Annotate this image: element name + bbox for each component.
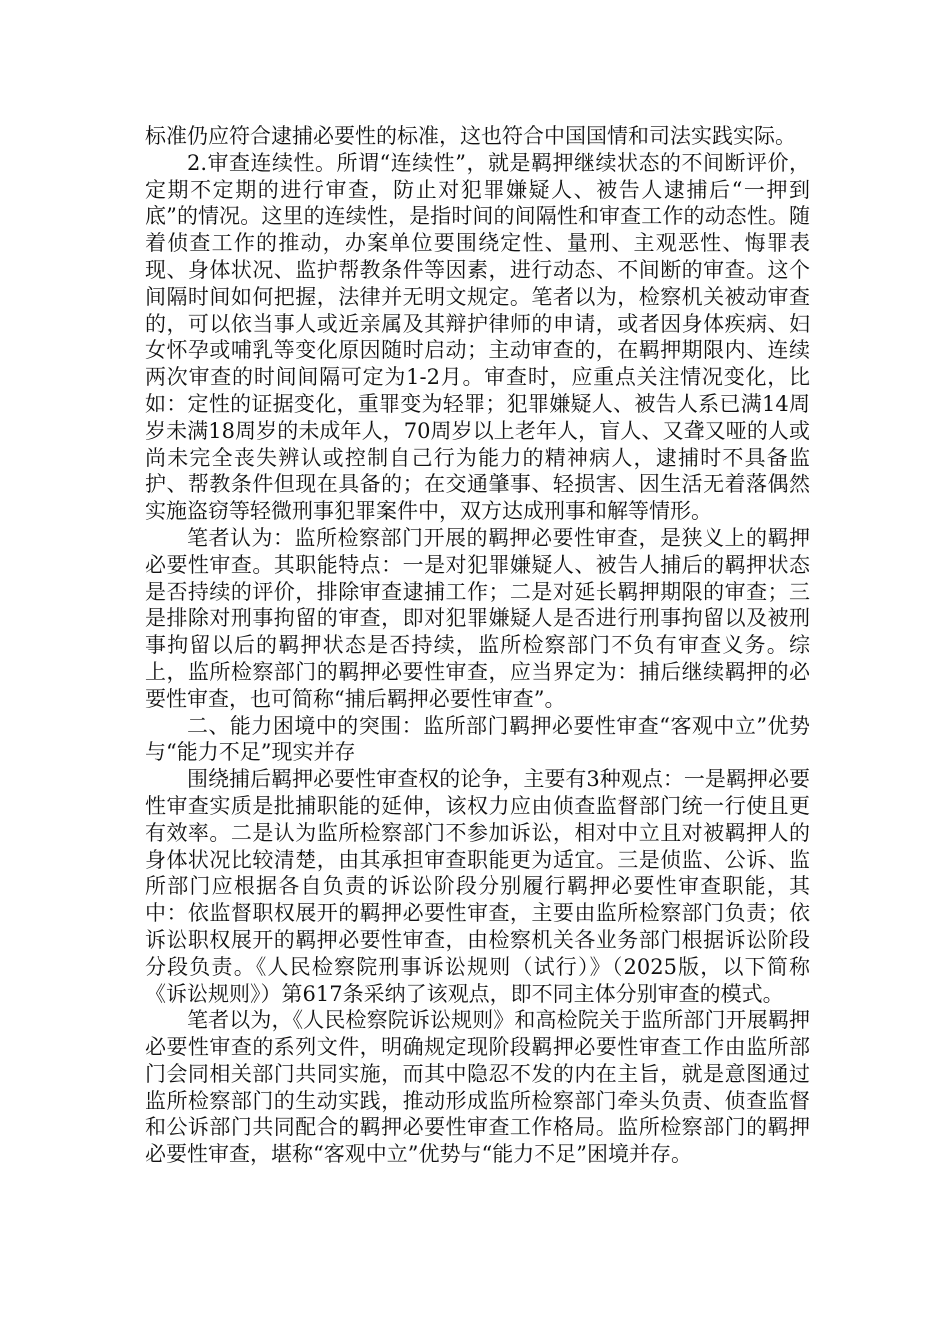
- paragraph-three-views: 围绕捕后羁押必要性审查权的论争，主要有3种观点：一是羁押必要性审查实质是批捕职能的延伸，该权力应由侦查监督部门统一行使且更有效率。二是认为监所检察部门不参加诉讼，相对中立且对被羁押人的身体状况比较清楚，由其承担审查职能更为适宜。三是侦监、公诉、监所部门应根据各自负责的诉讼阶段分别履行羁押必要性审查职能，其中：依监督职权展开的羁押必要性审查，主要由监所检察部门负责；依诉讼职权展开的羁押必要性审查，由检察机关各业务部门根据诉讼阶段分段负责。《人民检察院刑事诉讼规则（试行）》（2025版，以下简称《诉讼规则》）第617条采纳了该观点，即不同主体分别审查的模式。: [145, 767, 810, 1006]
- paragraph-author-view: 笔者认为：监所检察部门开展的羁押必要性审查，是狭义上的羁押必要性审查。其职能特点：一是对犯罪嫌疑人、被告人捕后的羁押状态是否持续的评价，排除审查逮捕工作；二是对延长羁押期限的审查；三是排除对刑事拘留的审查，即对犯罪嫌疑人是否进行刑事拘留以及被刑事拘留以后的羁押状态是否持续，监所检察部门不负有审查义务。综上，监所检察部门的羁押必要性审查，应当界定为：捕后继续羁押的必要性审查，也可简称“捕后羁押必要性审查”。: [145, 525, 810, 711]
- document-body: [145, 123, 810, 1168]
- section-heading-two: 二、能力困境中的突围：监所部门羁押必要性审查“客观中立”优势与“能力不足”现实并存: [145, 713, 810, 765]
- paragraph-review-continuity: 2.审查连续性。所谓“连续性”，就是羁押继续状态的不间断评价，定期不定期的进行审查，防止对犯罪嫌疑人、被告人逮捕后“一押到底”的情况。这里的连续性，是指时间的间隔性和审查工作的动态性。随着侦查工作的推动，办案单位要围绕定性、量刑、主观恶性、悔罪表现、身体状况、监护帮教条件等因素，进行动态、不间断的审查。这个间隔时间如何把握，法律并无明文规定。笔者以为，检察机关被动审查的，可以依当事人或近亲属及其辩护律师的申请，或者因身体疾病、妇女怀孕或哺乳等变化原因随时启动；主动审查的，在羁押期限内、连续两次审查的时间间隔可定为1-2月。审查时，应重点关注情况变化，比如：定性的证据变化，重罪变为轻罪；犯罪嫌疑人、被告人系已满14周岁未满18周岁的未成年人，70周岁以上老年人，盲人、又聋又哑的人或尚未完全丧失辨认或控制自己行为能力的精神病人，逮捕时不具备监护、帮教条件但现在具备的；在交通肇事、轻损害、因生活无着落偶然实施盗窃等轻微刑事犯罪案件中，双方达成刑事和解等情形。: [145, 150, 810, 524]
- paragraph-continuation: 标准仍应符合逮捕必要性的标准，这也符合中国国情和司法实践实际。: [145, 124, 796, 148]
- paragraph-conclusion: 笔者以为，《人民检察院诉讼规则》和高检院关于监所部门开展羁押必要性审查的系列文件，明确规定现阶段羁押必要性审查工作由监所部门会同相关部门共同实施，而其中隐忍不发的内在主旨，就是意图通过监所检察部门的生动实践，推动形成监所检察部门牵头负责、侦查监督和公诉部门共同配合的羁押必要性审查工作格局。监所检察部门的羁押必要性审查，堪称“客观中立”优势与“能力不足”困境并存。: [145, 1008, 810, 1167]
